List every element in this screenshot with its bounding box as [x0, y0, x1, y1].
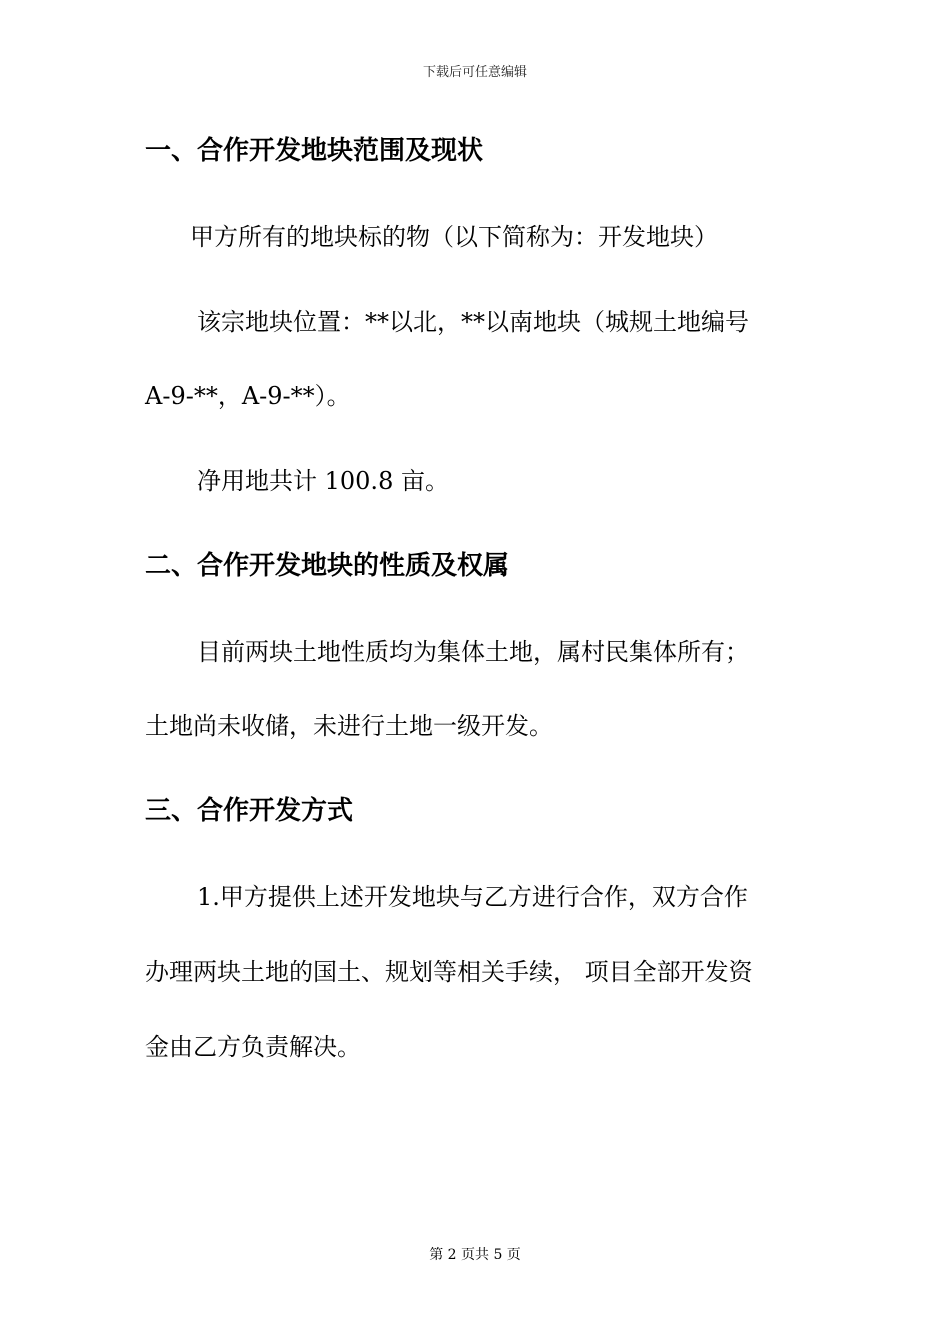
section-heading-3: 三、合作开发方式 [145, 796, 354, 826]
paragraph-line: 目前两块土地性质均为集体土地，属村民集体所有； [197, 638, 749, 666]
paragraph-line: 办理两块土地的国土、规划等相关手续， 项目全部开发资 [145, 958, 753, 986]
page-header: 下载后可任意编辑 [422, 65, 527, 80]
paragraph-line: 甲方所有的地块标的物（以下简称为：开发地块） [190, 223, 718, 251]
section-heading-2: 二、合作开发地块的性质及权属 [145, 551, 510, 581]
page-footer: 第 2 页共 5 页 [429, 1247, 521, 1263]
section-heading-1: 一、合作开发地块范围及现状 [145, 136, 484, 166]
paragraph-line: 该宗地块位置：**以北，**以南地块（城规土地编号 [197, 308, 749, 336]
paragraph-line: 土地尚未收储，未进行土地一级开发。 [145, 712, 553, 740]
paragraph-line: 1.甲方提供上述开发地块与乙方进行合作，双方合作 [197, 883, 748, 911]
paragraph-line: 金由乙方负责解决。 [145, 1033, 361, 1061]
paragraph-line: A-9-**，A-9-**）。 [145, 382, 351, 410]
paragraph-line: 净用地共计 100.8 亩。 [197, 467, 449, 495]
